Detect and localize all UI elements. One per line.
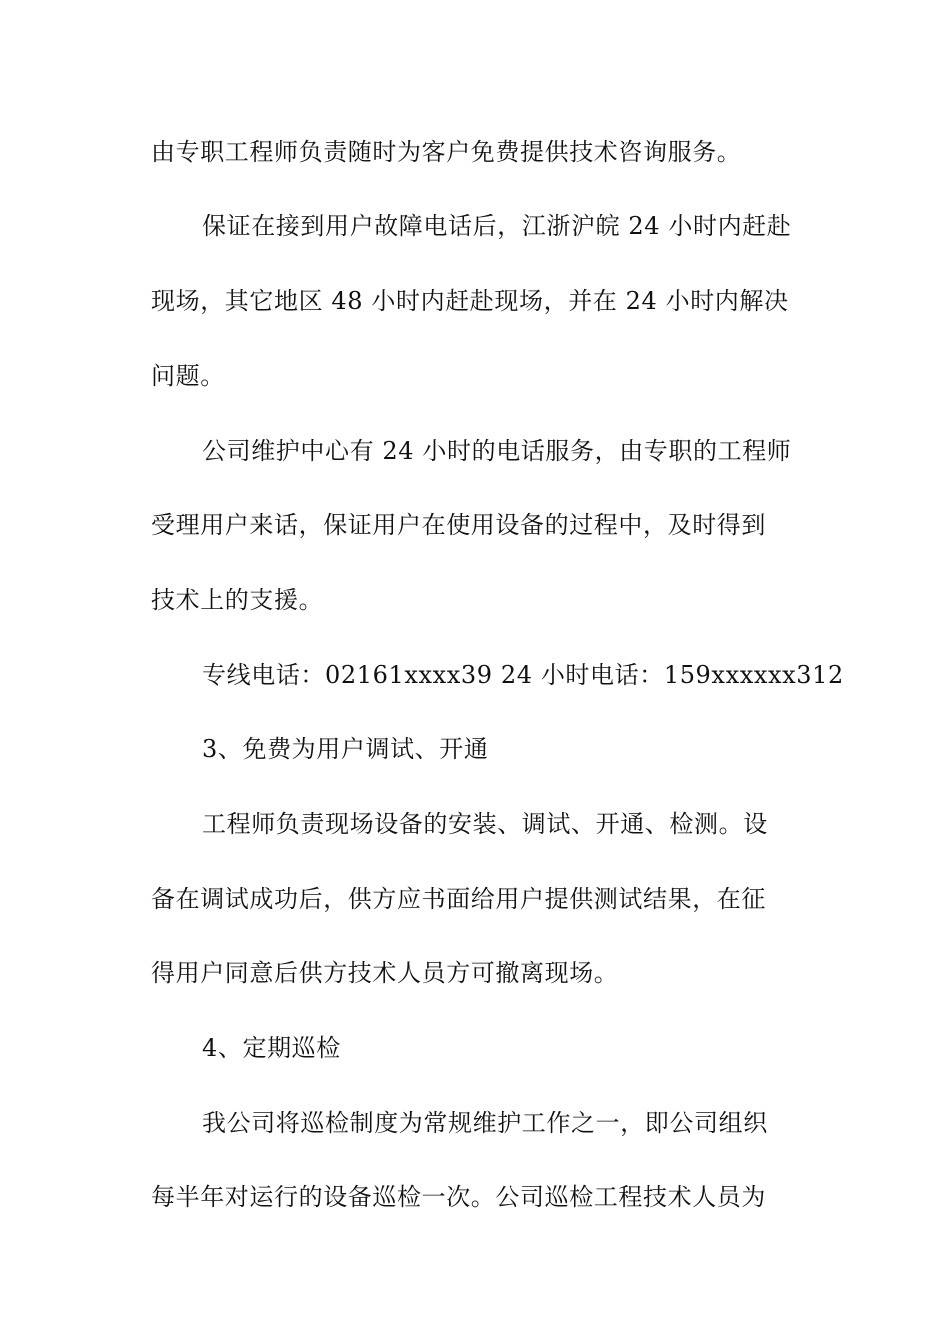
text-line: 备在调试成功后，供方应书面给用户提供测试结果，在征 [151,885,766,913]
text-line: 问题。 [151,362,225,390]
text-line: 每半年对运行的设备巡检一次。公司巡检工程技术人员为 [151,1183,766,1211]
text-line: 得用户同意后供方技术人员方可撤离现场。 [151,959,619,987]
text-line: 技术上的支援。 [151,586,324,614]
text-line: 公司维护中心有 24 小时的电话服务，由专职的工程师 [202,437,792,465]
text-line: 保证在接到用户故障电话后，江浙沪皖 24 小时内赶赴 [202,212,792,240]
text-line: 由专职工程师负责随时为客户免费提供技术咨询服务。 [151,138,742,166]
text-line: 我公司将巡检制度为常规维护工作之一，即公司组织 [202,1109,768,1137]
text-line: 受理用户来话，保证用户在使用设备的过程中，及时得到 [151,511,766,539]
section-heading: 3、免费为用户调试、开通 [202,735,489,763]
contact-phone-line: 专线电话：02161xxxx39 24 小时电话：159xxxxxx312 [202,661,844,689]
text-line: 现场，其它地区 48 小时内赶赴现场，并在 24 小时内解决 [151,287,789,315]
text-line: 工程师负责现场设备的安装、调试、开通、检测。设 [202,810,768,838]
section-heading: 4、定期巡检 [202,1034,341,1062]
